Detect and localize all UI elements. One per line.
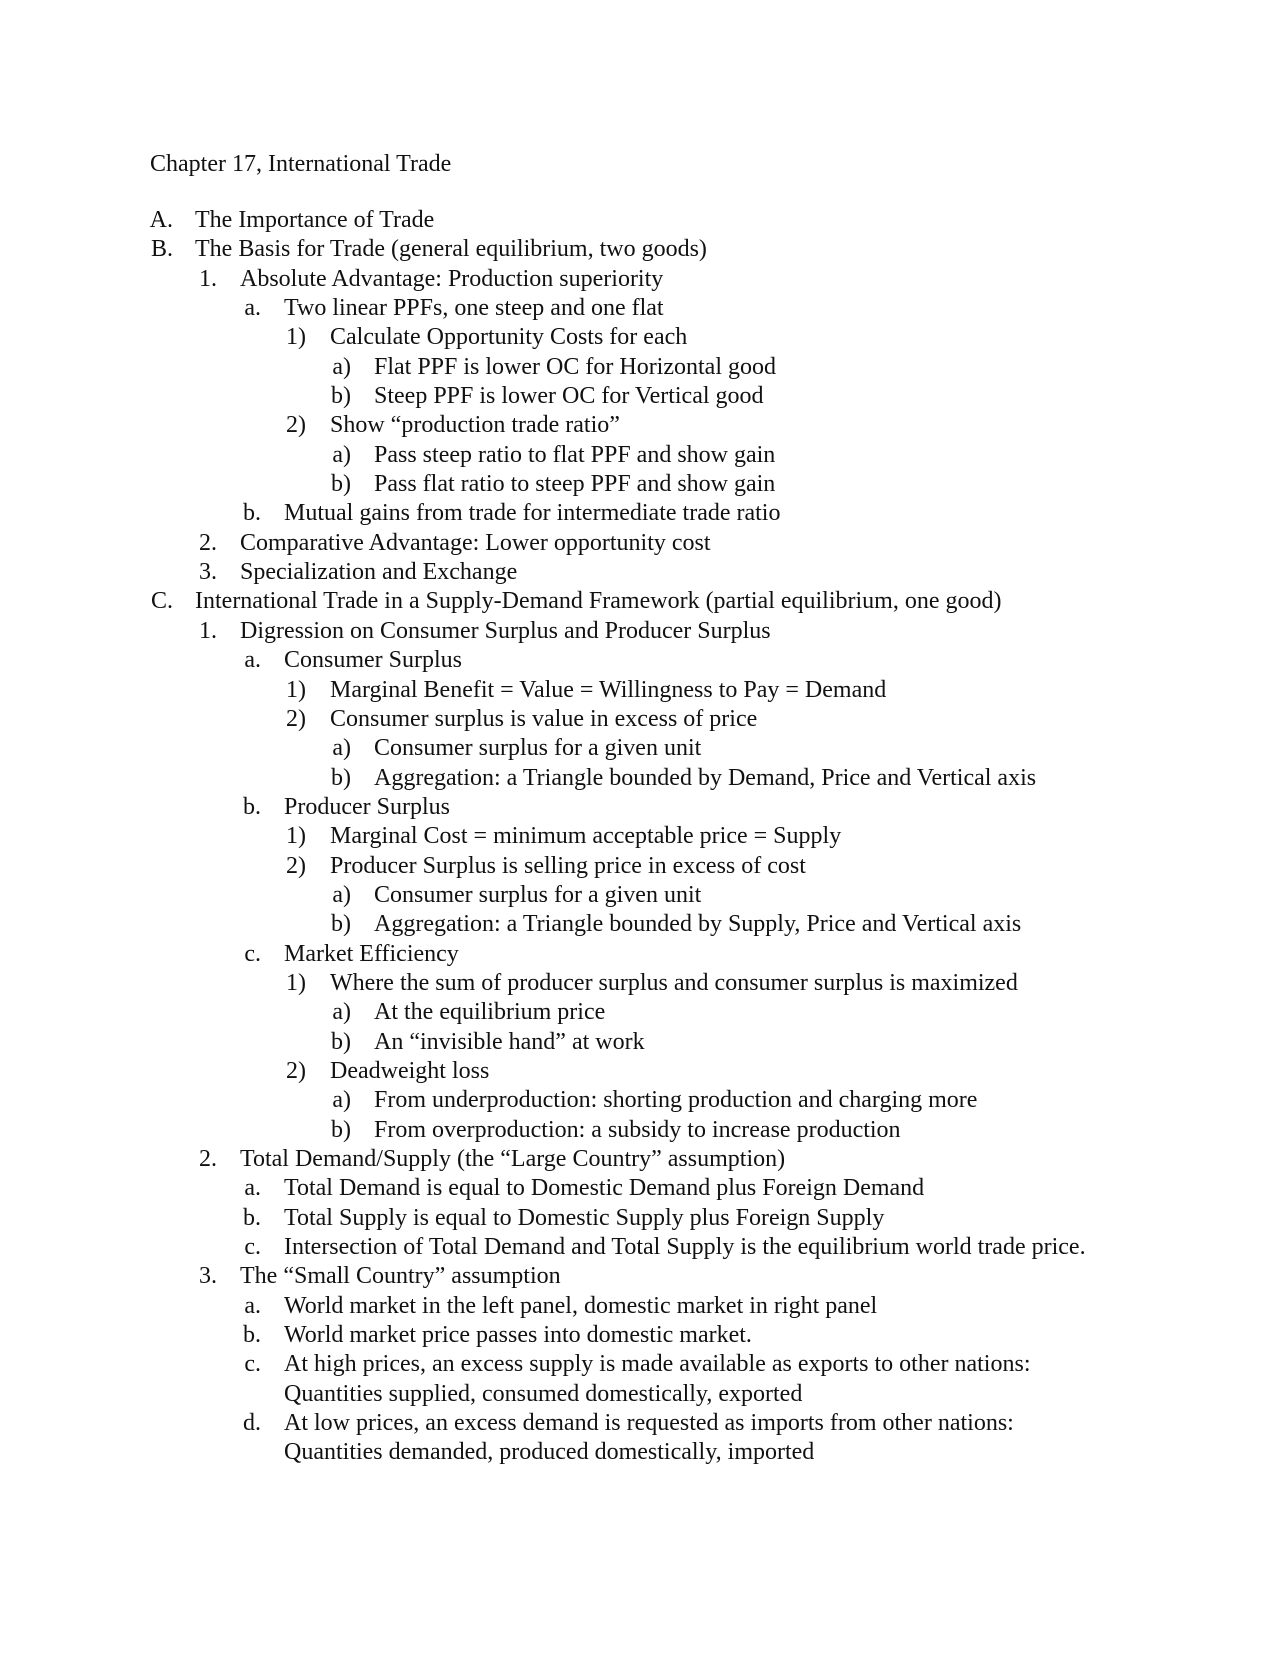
outline-text: World market price passes into domestic market. xyxy=(284,1322,752,1349)
outline-marker: b. xyxy=(243,793,261,820)
outline-item xyxy=(0,1262,1280,1291)
outline-marker: 1) xyxy=(286,676,306,703)
outline-marker: C. xyxy=(150,588,173,615)
outline-text: Quantities supplied, consumed domestically, exported xyxy=(284,1380,803,1407)
outline-marker: 2. xyxy=(199,529,217,556)
outline-text: The “Small Country” assumption xyxy=(240,1263,561,1290)
outline-text: International Trade in a Supply-Demand Framework (partial equilibrium, one good) xyxy=(195,588,1002,615)
outline-text: An “invisible hand” at work xyxy=(374,1028,645,1055)
outline-text: Pass flat ratio to steep PPF and show gain xyxy=(374,471,776,498)
outline-item xyxy=(0,1233,1280,1262)
outline-item xyxy=(0,998,1280,1027)
outline-text: Producer Surplus xyxy=(284,793,450,820)
outline-marker: b) xyxy=(331,911,351,938)
outline-text: Mutual gains from trade for intermediate trade ratio xyxy=(284,500,781,527)
outline-marker: 2) xyxy=(286,852,306,879)
outline-item xyxy=(0,1204,1280,1233)
outline-marker: 2) xyxy=(286,412,306,439)
outline-marker: a) xyxy=(332,735,351,762)
outline-marker: 2. xyxy=(199,1146,217,1172)
outline-item xyxy=(0,353,1280,382)
outline-marker: a) xyxy=(332,881,351,908)
outline-text: Where the sum of producer surplus and consumer surplus is maximized xyxy=(330,969,1018,996)
outline-text: From overproduction: a subsidy to increase production xyxy=(374,1116,901,1143)
outline-text: Comparative Advantage: Lower opportunity cost xyxy=(240,529,711,556)
outline-text: The Importance of Trade xyxy=(195,207,435,233)
outline-text: Consumer Surplus xyxy=(284,647,463,674)
outline-item xyxy=(0,411,1280,440)
outline-item xyxy=(0,1292,1280,1321)
outline-item xyxy=(0,265,1280,294)
outline-marker: 2) xyxy=(286,1057,306,1084)
outline-marker: b) xyxy=(331,1028,351,1055)
outline-item xyxy=(0,734,1280,763)
outline-marker: b. xyxy=(243,1204,261,1231)
outline-item xyxy=(0,1438,1280,1467)
outline-marker: a) xyxy=(332,353,351,380)
outline-item xyxy=(0,1321,1280,1350)
outline-marker: 1) xyxy=(286,823,306,850)
outline-text: Digression on Consumer Surplus and Producer Surplus xyxy=(240,617,771,644)
outline-item xyxy=(0,529,1280,558)
outline-text: At high prices, an excess supply is made available as exports to other nations: xyxy=(284,1351,1031,1378)
outline-item xyxy=(0,1145,1280,1174)
outline-marker: A. xyxy=(149,207,173,233)
outline-item xyxy=(0,499,1280,528)
outline-text: Steep PPF is lower OC for Vertical good xyxy=(374,383,764,410)
outline-item xyxy=(0,1116,1280,1145)
outline-marker: b. xyxy=(243,500,261,527)
page-title: Chapter 17, International Trade xyxy=(150,151,452,177)
outline-item xyxy=(0,294,1280,323)
outline-item xyxy=(0,1380,1280,1409)
outline-marker: d. xyxy=(243,1410,261,1437)
outline-marker: 3. xyxy=(199,559,217,586)
outline-text: Total Supply is equal to Domestic Supply plus Foreign Supply xyxy=(284,1204,885,1231)
outline-text: Quantities demanded, produced domestically, imported xyxy=(284,1439,815,1466)
outline-marker: a. xyxy=(244,295,261,322)
outline-text: Deadweight loss xyxy=(330,1057,490,1084)
outline-item xyxy=(0,617,1280,646)
outline-item xyxy=(0,1086,1280,1115)
outline-item xyxy=(0,1057,1280,1086)
outline-text: World market in the left panel, domestic market in right panel xyxy=(284,1292,878,1319)
outline-text: At the equilibrium price xyxy=(374,999,606,1026)
outline-item xyxy=(0,646,1280,675)
outline-marker: B. xyxy=(150,236,173,263)
outline-list xyxy=(0,206,1280,1468)
outline-item xyxy=(0,1028,1280,1057)
outline-text: Aggregation: a Triangle bounded by Supply, Price and Vertical axis xyxy=(374,911,1022,938)
outline-marker: c. xyxy=(244,940,261,967)
outline-text: Total Demand/Supply (the “Large Country” assumption) xyxy=(240,1146,786,1172)
outline-item xyxy=(0,881,1280,910)
outline-marker: b) xyxy=(331,1116,351,1143)
outline-marker: a. xyxy=(244,1175,261,1202)
outline-item xyxy=(0,852,1280,881)
outline-text: From underproduction: shorting production and charging more xyxy=(374,1087,978,1114)
outline-text: The Basis for Trade (general equilibrium, two goods) xyxy=(195,236,707,263)
outline-text: Marginal Cost = minimum acceptable price = Supply xyxy=(330,823,842,850)
outline-marker: c. xyxy=(244,1351,261,1378)
outline-item xyxy=(0,206,1280,235)
outline-item xyxy=(0,1409,1280,1438)
outline-marker: a) xyxy=(332,1087,351,1114)
outline-item xyxy=(0,764,1280,793)
outline-marker: b) xyxy=(331,383,351,410)
outline-text: Flat PPF is lower OC for Horizontal good xyxy=(374,353,776,380)
outline-item xyxy=(0,1174,1280,1203)
outline-item xyxy=(0,676,1280,705)
outline-item xyxy=(0,587,1280,616)
outline-text: Specialization and Exchange xyxy=(240,559,518,586)
outline-item xyxy=(0,940,1280,969)
outline-marker: 1. xyxy=(199,617,217,644)
outline-marker: 1) xyxy=(286,969,306,996)
outline-item xyxy=(0,558,1280,587)
outline-item xyxy=(0,441,1280,470)
outline-text: Absolute Advantage: Production superiority xyxy=(240,265,664,292)
outline-marker: a. xyxy=(244,1292,261,1319)
outline-marker: b. xyxy=(243,1322,261,1349)
outline-text: Calculate Opportunity Costs for each xyxy=(330,324,688,351)
outline-item xyxy=(0,235,1280,264)
outline-text: Producer Surplus is selling price in excess of cost xyxy=(330,852,806,879)
outline-text: Aggregation: a Triangle bounded by Demand, Price and Vertical axis xyxy=(374,764,1037,791)
outline-text: Two linear PPFs, one steep and one flat xyxy=(284,295,664,322)
outline-text: Total Demand is equal to Domestic Demand plus Foreign Demand xyxy=(284,1175,925,1202)
outline-marker: 1) xyxy=(286,324,306,351)
outline-item xyxy=(0,969,1280,998)
outline-item xyxy=(0,1350,1280,1379)
outline-marker: a) xyxy=(332,999,351,1026)
outline-item xyxy=(0,470,1280,499)
outline-text: At low prices, an excess demand is requested as imports from other nations: xyxy=(284,1410,1014,1437)
outline-marker: 1. xyxy=(199,265,217,292)
outline-marker: c. xyxy=(244,1234,261,1261)
outline-item xyxy=(0,382,1280,411)
outline-text: Pass steep ratio to flat PPF and show gain xyxy=(374,441,776,468)
outline-text: Consumer surplus for a given unit xyxy=(374,735,702,762)
outline-text: Show “production trade ratio” xyxy=(330,412,620,439)
outline-item xyxy=(0,793,1280,822)
outline-text: Consumer surplus for a given unit xyxy=(374,881,702,908)
outline-marker: b) xyxy=(331,471,351,498)
outline-text: Consumer surplus is value in excess of price xyxy=(330,705,758,732)
outline-text: Market Efficiency xyxy=(284,940,459,967)
outline-marker: b) xyxy=(331,764,351,791)
outline-item xyxy=(0,822,1280,851)
outline-marker: a) xyxy=(332,441,351,468)
outline-item xyxy=(0,323,1280,352)
outline-marker: a. xyxy=(244,647,261,674)
outline-text: Intersection of Total Demand and Total Supply is the equilibrium world trade price. xyxy=(284,1234,1086,1261)
outline-marker: 3. xyxy=(199,1263,217,1290)
outline-text: Marginal Benefit = Value = Willingness to Pay = Demand xyxy=(330,676,887,703)
outline-marker: 2) xyxy=(286,705,306,732)
outline-item xyxy=(0,910,1280,939)
outline-item xyxy=(0,705,1280,734)
